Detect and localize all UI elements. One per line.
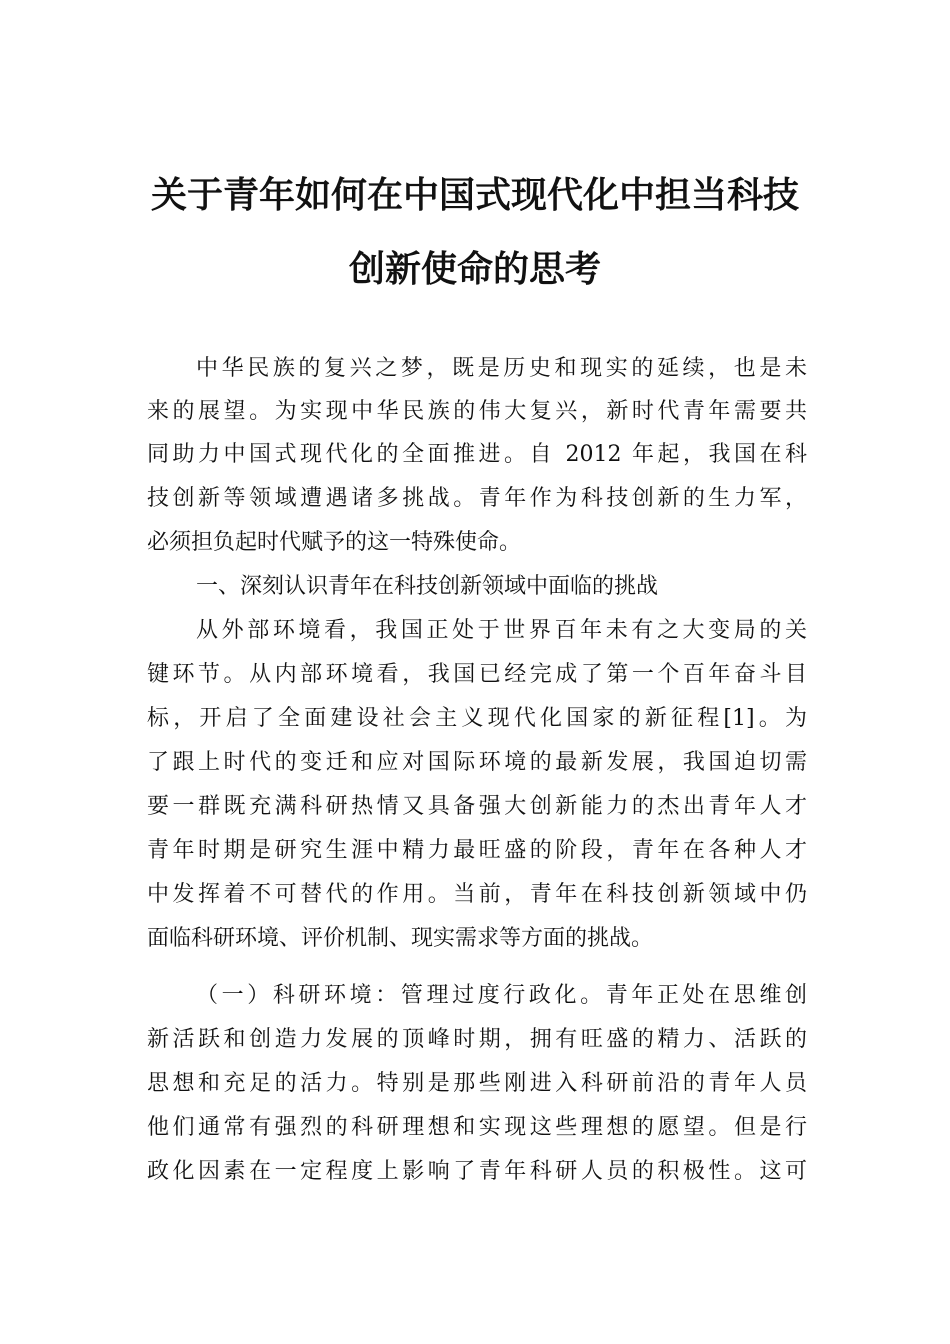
intro-line-4: 技创新等领域遭遇诸多挑战。青年作为科技创新的生力军， bbox=[147, 486, 807, 511]
section-1-line-6: 青年时期是研究生涯中精力最旺盛的阶段，青年在各种人才 bbox=[147, 838, 807, 863]
intro-line-5: 必须担负起时代赋予的这一特殊使命。 bbox=[147, 530, 522, 555]
section-1-line-3: 标，开启了全面建设社会主义现代化国家的新征程[1]。为 bbox=[147, 706, 807, 731]
section-1-line-4: 了跟上时代的变迁和应对国际环境的最新发展，我国迫切需 bbox=[147, 750, 807, 775]
section-1-line-8: 面临科研环境、评价机制、现实需求等方面的挑战。 bbox=[147, 926, 654, 951]
subsection-1-line-1: （一）科研环境：管理过度行政化。青年正处在思维创 bbox=[196, 983, 807, 1008]
subsection-1-line-3: 思想和充足的活力。特别是那些刚进入科研前沿的青年人员 bbox=[147, 1071, 807, 1096]
intro-line-2: 来的展望。为实现中华民族的伟大复兴，新时代青年需要共 bbox=[147, 399, 807, 424]
section-1-line-2: 键环节。从内部环境看，我国已经完成了第一个百年奋斗目 bbox=[147, 662, 807, 687]
document-title-line-2: 创新使命的思考 bbox=[348, 249, 601, 290]
subsection-1-line-5: 政化因素在一定程度上影响了青年科研人员的积极性。这可 bbox=[147, 1159, 807, 1184]
intro-line-1: 中华民族的复兴之梦，既是历史和现实的延续，也是未 bbox=[196, 356, 807, 381]
intro-line-3: 同助力中国式现代化的全面推进。自 2012 年起，我国在科 bbox=[147, 442, 807, 467]
section-1-line-7: 中发挥着不可替代的作用。当前，青年在科技创新领域中仍 bbox=[147, 882, 807, 907]
subsection-1-line-4: 他们通常有强烈的科研理想和实现这些理想的愿望。但是行 bbox=[147, 1115, 807, 1140]
section-1-line-5: 要一群既充满科研热情又具备强大创新能力的杰出青年人才 bbox=[147, 794, 807, 819]
document-title-line-1: 关于青年如何在中国式现代化中担当科技 bbox=[150, 175, 799, 216]
section-1-line-1: 从外部环境看，我国正处于世界百年未有之大变局的关 bbox=[196, 618, 807, 643]
subsection-1-line-2: 新活跃和创造力发展的顶峰时期，拥有旺盛的精力、活跃的 bbox=[147, 1027, 807, 1052]
section-1-heading: 一、深刻认识青年在科技创新领域中面临的挑战 bbox=[196, 574, 659, 599]
